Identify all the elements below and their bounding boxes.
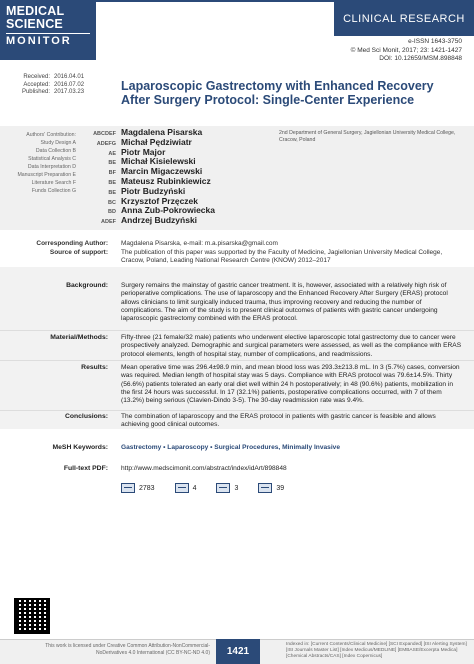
- fulltext-link[interactable]: http://www.medscimonit.com/abstract/index/idArt/898848: [121, 465, 287, 472]
- corresponding-label: Corresponding Author:: [36, 240, 108, 247]
- stat-references: [258, 483, 284, 493]
- stat-words: [121, 483, 155, 493]
- author-code: BE: [108, 160, 116, 167]
- contribution-item: Study Design A: [40, 140, 76, 146]
- article-title: Laparoscopic Gastrectomy with Enhanced Recovery After Surgery Protocol: Single-Center Experience: [121, 79, 434, 107]
- abstract-divider: [0, 360, 474, 361]
- author-name: Magdalena Pisarska: [121, 127, 203, 137]
- contribution-item: Funds Collection G: [31, 188, 76, 194]
- corresponding-value: Magdalena Pisarska, e-mail: m.a.pisarska@gmail.com: [121, 240, 278, 247]
- abstract-divider: [0, 410, 474, 411]
- document-icon: [121, 483, 135, 493]
- date-row: [18, 74, 84, 82]
- stat-figures-value: 3: [234, 484, 239, 492]
- date-value: 2017.03.23: [54, 89, 85, 95]
- qr-code: [14, 598, 50, 634]
- doi-line: DOI: 10.12659/MSM.898848: [379, 55, 462, 62]
- logo-line-1: MEDICAL: [6, 4, 65, 18]
- date-label: Received:: [23, 74, 50, 80]
- table-icon: [175, 483, 189, 493]
- contribution-item: Manuscript Preparation E: [17, 172, 76, 178]
- citation-line: © Med Sci Monit, 2017; 23: 1421-1427: [350, 46, 462, 54]
- contribution-item: Statistical Analysis C: [28, 156, 76, 162]
- contribution-legend: [8, 131, 76, 195]
- author-name: Piotr Budzyński: [121, 185, 186, 196]
- author-code: AE: [108, 150, 116, 157]
- author-name: Mateusz Rubinkiewicz: [121, 175, 211, 186]
- conclusions-text: The combination of laparoscopy and the ERAS protocol in patients with gastric cancer is feasible and allows achieving good clinical outcomes.: [121, 413, 436, 429]
- references-icon: [258, 483, 272, 493]
- contribution-item: Data Collection B: [35, 148, 76, 154]
- author-name: Anna Zub-Pokrowiecka: [121, 205, 215, 216]
- article-dates: [18, 74, 84, 97]
- stat-tables: [175, 483, 197, 493]
- support-value: The publication of this paper was supported by the Faculty of Medicine, Jagiellonian University Medical College, Cracow, Poland, Leading National Research Centre (KNOW) 2012–2017: [121, 249, 443, 265]
- section-tag: CLINICAL RESEARCH: [334, 2, 474, 36]
- contribution-item: Data Interpretation D: [27, 164, 76, 170]
- mesh-keywords: Gastrectomy • Laparoscopy • Surgical Procedures, Minimally Invasive: [121, 444, 340, 451]
- date-label: Accepted:: [23, 81, 50, 88]
- stat-tables-value: 4: [192, 484, 197, 492]
- author-name: Michał Kisielewski: [121, 156, 196, 167]
- journal-logo: [0, 0, 96, 60]
- date-row: [18, 82, 84, 90]
- author-name: Andrzej Budzyński: [121, 215, 198, 226]
- author-name: Krzysztof Przęczek: [121, 195, 199, 206]
- author-code: BE: [108, 189, 116, 196]
- affiliation: 2nd Department of General Surgery, Jagiellonian University Medical College, Cracow, Poland: [279, 130, 456, 143]
- contribution-item: Literature Search F: [31, 180, 76, 186]
- background-label: Background:: [66, 282, 108, 289]
- author-name: Piotr Major: [121, 146, 166, 157]
- logo-line-2: SCIENCE: [6, 17, 63, 31]
- date-row: [18, 89, 84, 97]
- results-text: Mean operative time was 296.4±98.9 min, and mean blood loss was 293.3±213.8 mL. In 3 (5.7%) cases, conversion was required. Median length of hospital stay was 5 days. Compliance with ERAS protocol was 79.6±14.5%. Thirty (56.6%) patients tolerated an early oral diet well within 24 h postoperatively; in 48 (90.6%) patients, mobilization in the first 24 hours was successful. In 17 (32.1%) patients, postoperative complications occurred, with 7 of them (13.2%) being serious (Clavien-Dindo 3-5). The 30-day readmission rate was 9.4%.: [121, 364, 460, 405]
- mesh-label: MeSH Keywords:: [52, 444, 108, 451]
- support-label: Source of support:: [49, 249, 108, 256]
- stat-references-value: 39: [276, 484, 285, 492]
- logo-line-3: MONITOR: [6, 35, 72, 47]
- author-code: BC: [108, 199, 116, 206]
- contribution-item: Authors' Contribution:: [26, 132, 76, 138]
- author-code: BE: [108, 179, 116, 186]
- author-name: Marcin Migaczewski: [121, 166, 203, 177]
- author-code: BD: [108, 209, 116, 216]
- abstract-divider: [0, 330, 474, 331]
- issn-block: [351, 38, 462, 64]
- author-code: ADEF: [101, 219, 116, 226]
- date-value: 2016.04.01: [54, 74, 85, 80]
- results-label: Results:: [81, 364, 108, 371]
- stat-figures: [216, 483, 238, 493]
- article-stats: [121, 483, 284, 493]
- methods-text: Fifty-three (21 female/32 male) patients who underwent elective laparoscopic total gastrectomy due to cancer were prospectively analyzed. Demographic and surgical parameters were assessed, as well as the compliance with ERAS protocol elements, length of hospital stay, number of complications, and readmissions.: [121, 334, 462, 358]
- stat-words-value: 2783: [139, 484, 155, 492]
- page-number: 1421: [216, 639, 260, 664]
- methods-label: Material/Methods:: [50, 334, 108, 341]
- figure-icon: [216, 483, 230, 493]
- fulltext-label: Full-text PDF:: [63, 465, 108, 472]
- indexed-in: Indexed in: [Current Contents/Clinical Medicine] [SCI Expanded] [ISI Alerting System] [ISI Journals Master List] [Index Medicus/MEDLINE] [EMBASE/Excerpta Medica] [Chemical Abstracts/CAS] [Index Copernicus]: [286, 642, 467, 660]
- conclusions-label: Conclusions:: [64, 413, 108, 420]
- author-names: [121, 128, 215, 226]
- author-name: Michał Pędziwiatr: [121, 136, 192, 147]
- author-codes: [78, 130, 116, 228]
- author-code: ABCDEF: [93, 131, 116, 137]
- date-label: Published:: [21, 89, 50, 95]
- logo-divider: [6, 33, 90, 34]
- date-value: 2016.07.02: [54, 81, 85, 88]
- author-code: BF: [108, 170, 116, 177]
- license-text: This work is licensed under Creative Common Attribution-NonCommercial-NoDerivatives 4.0 International (CC BY-NC-ND 4.0): [45, 643, 210, 656]
- author-code: ADEFG: [96, 140, 116, 147]
- issn-line: e-ISSN 1643-3750: [408, 38, 462, 45]
- background-text: Surgery remains the mainstay of gastric cancer treatment. It is, however, associated with a relatively high risk of perioperative complications. The use of laparoscopy and the Enhanced Recovery After Surgery (ERAS) protocol allows clinicians to limit surgically induced trauma, thus improving recovery and reducing the number of complications. The aim of the study is to present clinical outcomes of patients with gastric cancer undergoing laparoscopic gastrectomy combined with the ERAS protocol.: [121, 282, 448, 323]
